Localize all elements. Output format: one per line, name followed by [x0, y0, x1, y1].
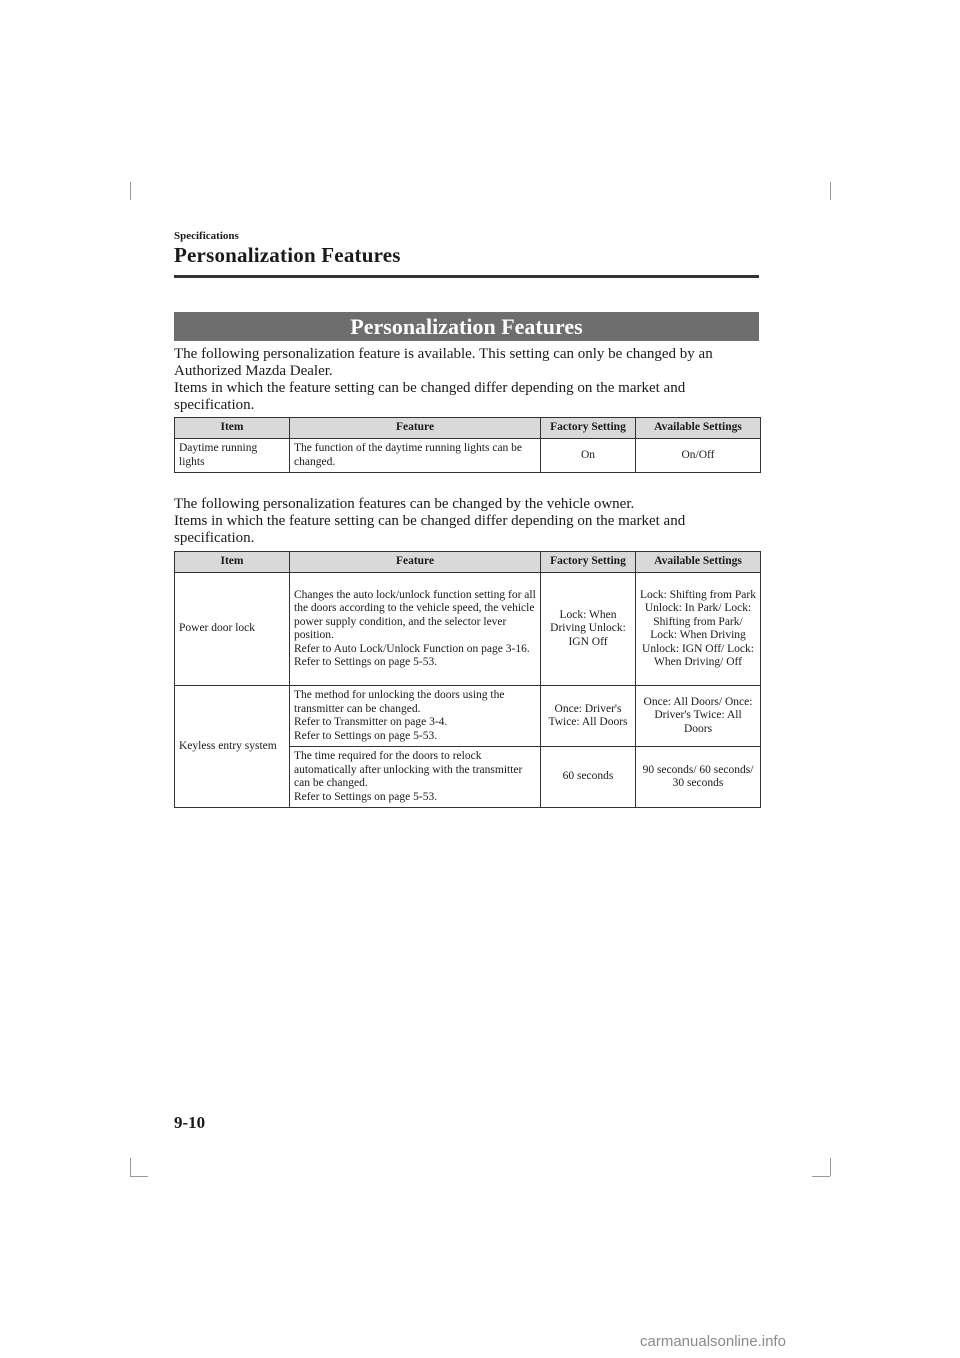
intro-owner-line2: Items in which the feature setting can be changed differ depending on the market and specification. [174, 513, 686, 546]
cell-feature [290, 686, 541, 747]
feature-reference: Refer to Settings on page 5-53. [294, 729, 438, 742]
dealer-settings-table [174, 417, 761, 473]
table-row [175, 686, 761, 747]
crop-mark [812, 1176, 830, 1177]
feature-description: The method for unlocking the doors using the transmitter can be changed. [294, 689, 505, 715]
crop-mark [830, 182, 831, 200]
cell-factory: 60 seconds [541, 747, 636, 808]
cell-item: Power door lock [175, 573, 290, 686]
crop-mark [830, 1158, 831, 1176]
cell-factory: Lock: When Driving Unlock: IGN Off [541, 573, 636, 686]
intro-owner [174, 496, 764, 547]
intro-owner-line1: The following personalization features can be changed by the vehicle owner. [174, 496, 635, 512]
cell-available: Lock: Shifting from Park Unlock: In Park/ Lock: Shifting from Park/ Lock: When Driving Unlock: IGN Off/ Lock: When Driving/ Off [636, 573, 761, 686]
feature-description: Changes the auto lock/unlock function setting for all the doors according to the vehicle speed, the vehicle power supply condition, and the selector lever position. [294, 588, 536, 641]
feature-description: The time required for the doors to relock automatically after unlocking with the transmitter can be changed. [294, 750, 523, 789]
page-title: Personalization Features [174, 243, 401, 267]
owner-settings-table [174, 551, 761, 808]
intro-dealer-line2: Items in which the feature setting can be changed differ depending on the market and specification. [174, 380, 686, 413]
cell-factory: On [541, 439, 636, 473]
feature-reference: Refer to Auto Lock/Unlock Function on page 3-16. [294, 642, 530, 655]
feature-reference: Refer to Transmitter on page 3-4. [294, 716, 448, 728]
table-header-row [175, 418, 761, 439]
cell-available: 90 seconds/ 60 seconds/ 30 seconds [636, 747, 761, 808]
cell-item: Keyless entry system [175, 686, 290, 808]
table-header-row [175, 552, 761, 573]
col-header-factory: Factory Setting [541, 418, 636, 439]
section-label: Specifications [174, 230, 239, 242]
section-banner: Personalization Features [174, 312, 759, 341]
feature-reference: Refer to Settings on page 5-53. [294, 656, 438, 668]
col-header-feature: Feature [290, 418, 541, 439]
cell-feature [290, 573, 541, 686]
col-header-factory: Factory Setting [541, 552, 636, 573]
col-header-item: Item [175, 418, 290, 439]
cell-factory: Once: Driver's Twice: All Doors [541, 686, 636, 747]
title-rule [174, 275, 759, 278]
crop-mark [130, 1176, 148, 1177]
col-header-item: Item [175, 552, 290, 573]
crop-mark [130, 1158, 131, 1176]
page-number: 9-10 [174, 1113, 206, 1132]
col-header-available: Available Settings [636, 418, 761, 439]
table-row [175, 439, 761, 473]
crop-mark [130, 182, 131, 200]
intro-dealer [174, 346, 764, 414]
cell-feature [290, 747, 541, 808]
site-watermark[interactable]: carmanualsonline.info [640, 1333, 786, 1350]
feature-reference: Refer to Settings on page 5-53. [294, 790, 438, 803]
cell-feature: The function of the daytime running lights can be changed. [290, 439, 541, 473]
intro-dealer-line1: The following personalization feature is available. This setting can only be changed by an Authorized Mazda Dealer. [174, 346, 713, 379]
table-row [175, 573, 761, 686]
cell-item: Daytime running lights [175, 439, 290, 473]
col-header-feature: Feature [290, 552, 541, 573]
col-header-available: Available Settings [636, 552, 761, 573]
cell-available: Once: All Doors/ Once: Driver's Twice: All Doors [636, 686, 761, 747]
cell-available: On/Off [636, 439, 761, 473]
